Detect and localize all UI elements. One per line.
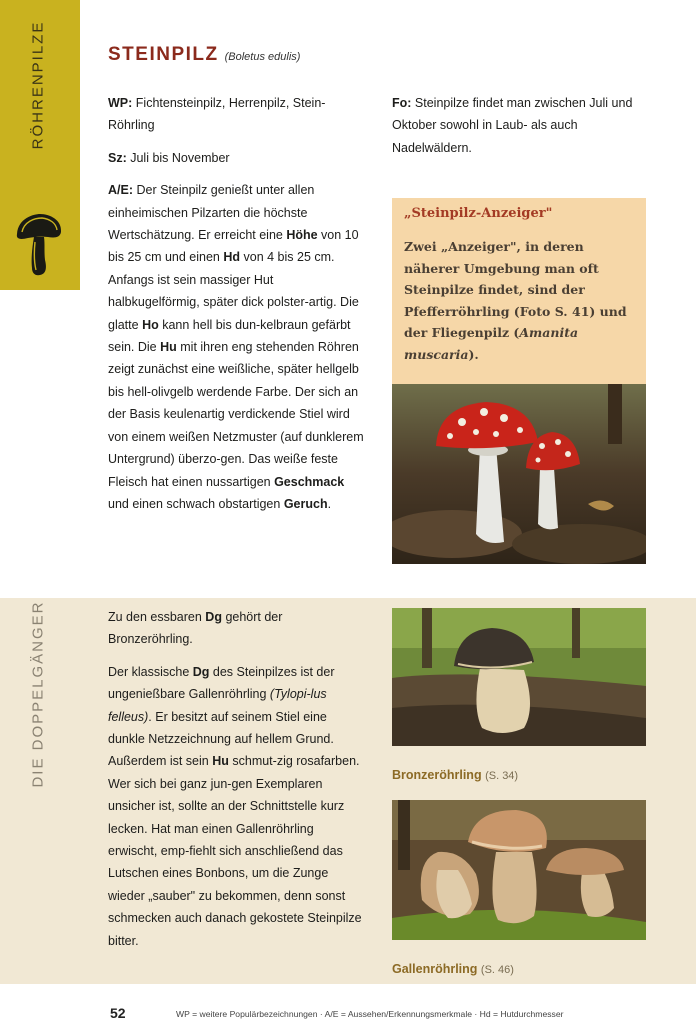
infobox-text-1: Zwei „Anzeiger", in deren näherer Umgebung man oft Steinpilze findet, sind der Pfefferröhrling (Foto S. 41) und der Fliegenpilz ( [404,239,627,340]
gallenroehrling-photo [392,800,646,940]
fo-label: Fo: [392,96,412,110]
dg-hu: Hu [212,754,229,769]
ae-text: von 4 bis 25 cm. Anfangs ist sein massiger Hut halbkugelförmig, später dick polster-artig. Die glatte [108,250,359,332]
doppelgaenger-label-wrap [26,600,50,788]
fliegenpilz-photo [392,384,646,564]
ae-ho: Ho [142,317,159,332]
ae-hoehe: Höhe [286,228,318,243]
section-tab [0,0,80,290]
doppelgaenger-label: DIE DOPPELGÄNGER [29,600,47,788]
ae-text: von 10 bis 25 cm und einen [108,228,359,265]
wp-label: WP: [108,96,133,110]
title-latin: (Boletus edulis) [224,51,301,63]
page-number: 52 [110,1005,126,1021]
ae-hu: Hu [160,340,177,355]
sz-paragraph [108,147,364,169]
infobox-heading: „Steinpilz-Anzeiger" [404,206,553,221]
title-name: STEINPILZ [108,44,219,65]
wp-paragraph [108,92,364,137]
ae-paragraph [108,179,364,515]
gallen-page: (S. 46) [480,964,514,976]
bronze-name: Bronzeröhrling [392,768,482,782]
ae-text: kann hell bis dun-kelbraun gefärbt sein. Die [108,317,351,355]
fo-column [392,92,650,169]
doppelgaenger-column [108,606,366,962]
ae-text: mit ihren eng stehenden Röhren zeigt zunächst eine weißliche, später hellgelb bis hell-olivgelb werdende Farbe. Der sich an der Basis keulenartig verdickende Stiel wird von einem weißen Netzmuster (auf dunklerem Untergrund) überzo-gen. Das weiße feste Fleisch hat einen nussartigen [108,340,364,489]
dg-text: . Er besitzt auf seinem Stiel eine dunkle Netzzeichnung auf hellem Grund. Außerdem ist sein [108,709,334,769]
wp-text: Fichtensteinpilz, Herrenpilz, Stein-Röhrling [108,96,326,133]
section-tab-label: RÖHRENPILZE [29,20,47,150]
steinpilz-anzeiger-box [392,198,646,384]
bronzeroehrling-photo [392,608,646,746]
gallen-name: Gallenröhrling [392,962,478,976]
bronzeroehrling-caption [392,768,518,782]
dg-paragraph-2 [108,661,366,952]
abbreviation-legend: WP = weitere Populärbezeichnungen · A/E = Aussehen/Erkennungsmerkmale · Hd = Hutdurchmesser [176,1009,564,1019]
ae-geschmack: Geschmack [274,474,345,489]
dg-text: Zu den essbaren [108,610,206,624]
dg-paragraph-1 [108,606,366,651]
gallenroehrling-caption [392,962,514,976]
dg-latin: (Tylopi-lus felleus) [108,687,327,724]
fo-paragraph [392,92,650,159]
ae-text: Der Steinpilz genießt unter allen einheimischen Pilzarten die höchste Wertschätzung. Er erreicht eine [108,183,315,243]
sz-label: Sz: [108,150,127,165]
dg-text: des Steinpilzes ist der ungenießbare Gallenröhrling [108,664,335,702]
ae-geruch: Geruch [283,496,328,511]
dg-text: Der klassische [108,664,193,679]
infobox-text-2: ). [468,346,479,362]
ae-hd: Hd [223,250,241,265]
infobox-text [404,236,640,365]
sz-text: Juli bis November [126,150,230,165]
fo-text: Steinpilze findet man zwischen Juli und Oktober sowohl in Laub- als auch Nadelwäldern. [392,96,633,155]
dg-text: gehört der Bronzeröhrling. [108,610,283,647]
bronze-page: (S. 34) [485,770,519,782]
page-title [108,44,300,66]
description-column [108,92,364,525]
dg-abbr: Dg [192,664,210,679]
ae-label: A/E: [108,183,133,198]
mushroom-icon [14,212,64,278]
ae-text: . [327,496,332,511]
infobox-latin: Amanita muscaria [404,325,579,362]
dg-text: schmut-zig rosafarben. Wer sich bei ganz jun-gen Exemplaren unsicher ist, sollte an der Schnittstelle kurz lecken. Hat man einen Gallenröhrling erwischt, emp-fiehlt sich anschließend das Lutschen eines Bonbons, um die Zunge wieder „sauber" zu bekommen, denn sonst schmecken auch danach gekostete Steinpilze bitter. [108,754,362,948]
dg-abbr: Dg [205,610,222,624]
ae-text: und einen schwach obstartigen [108,496,284,511]
